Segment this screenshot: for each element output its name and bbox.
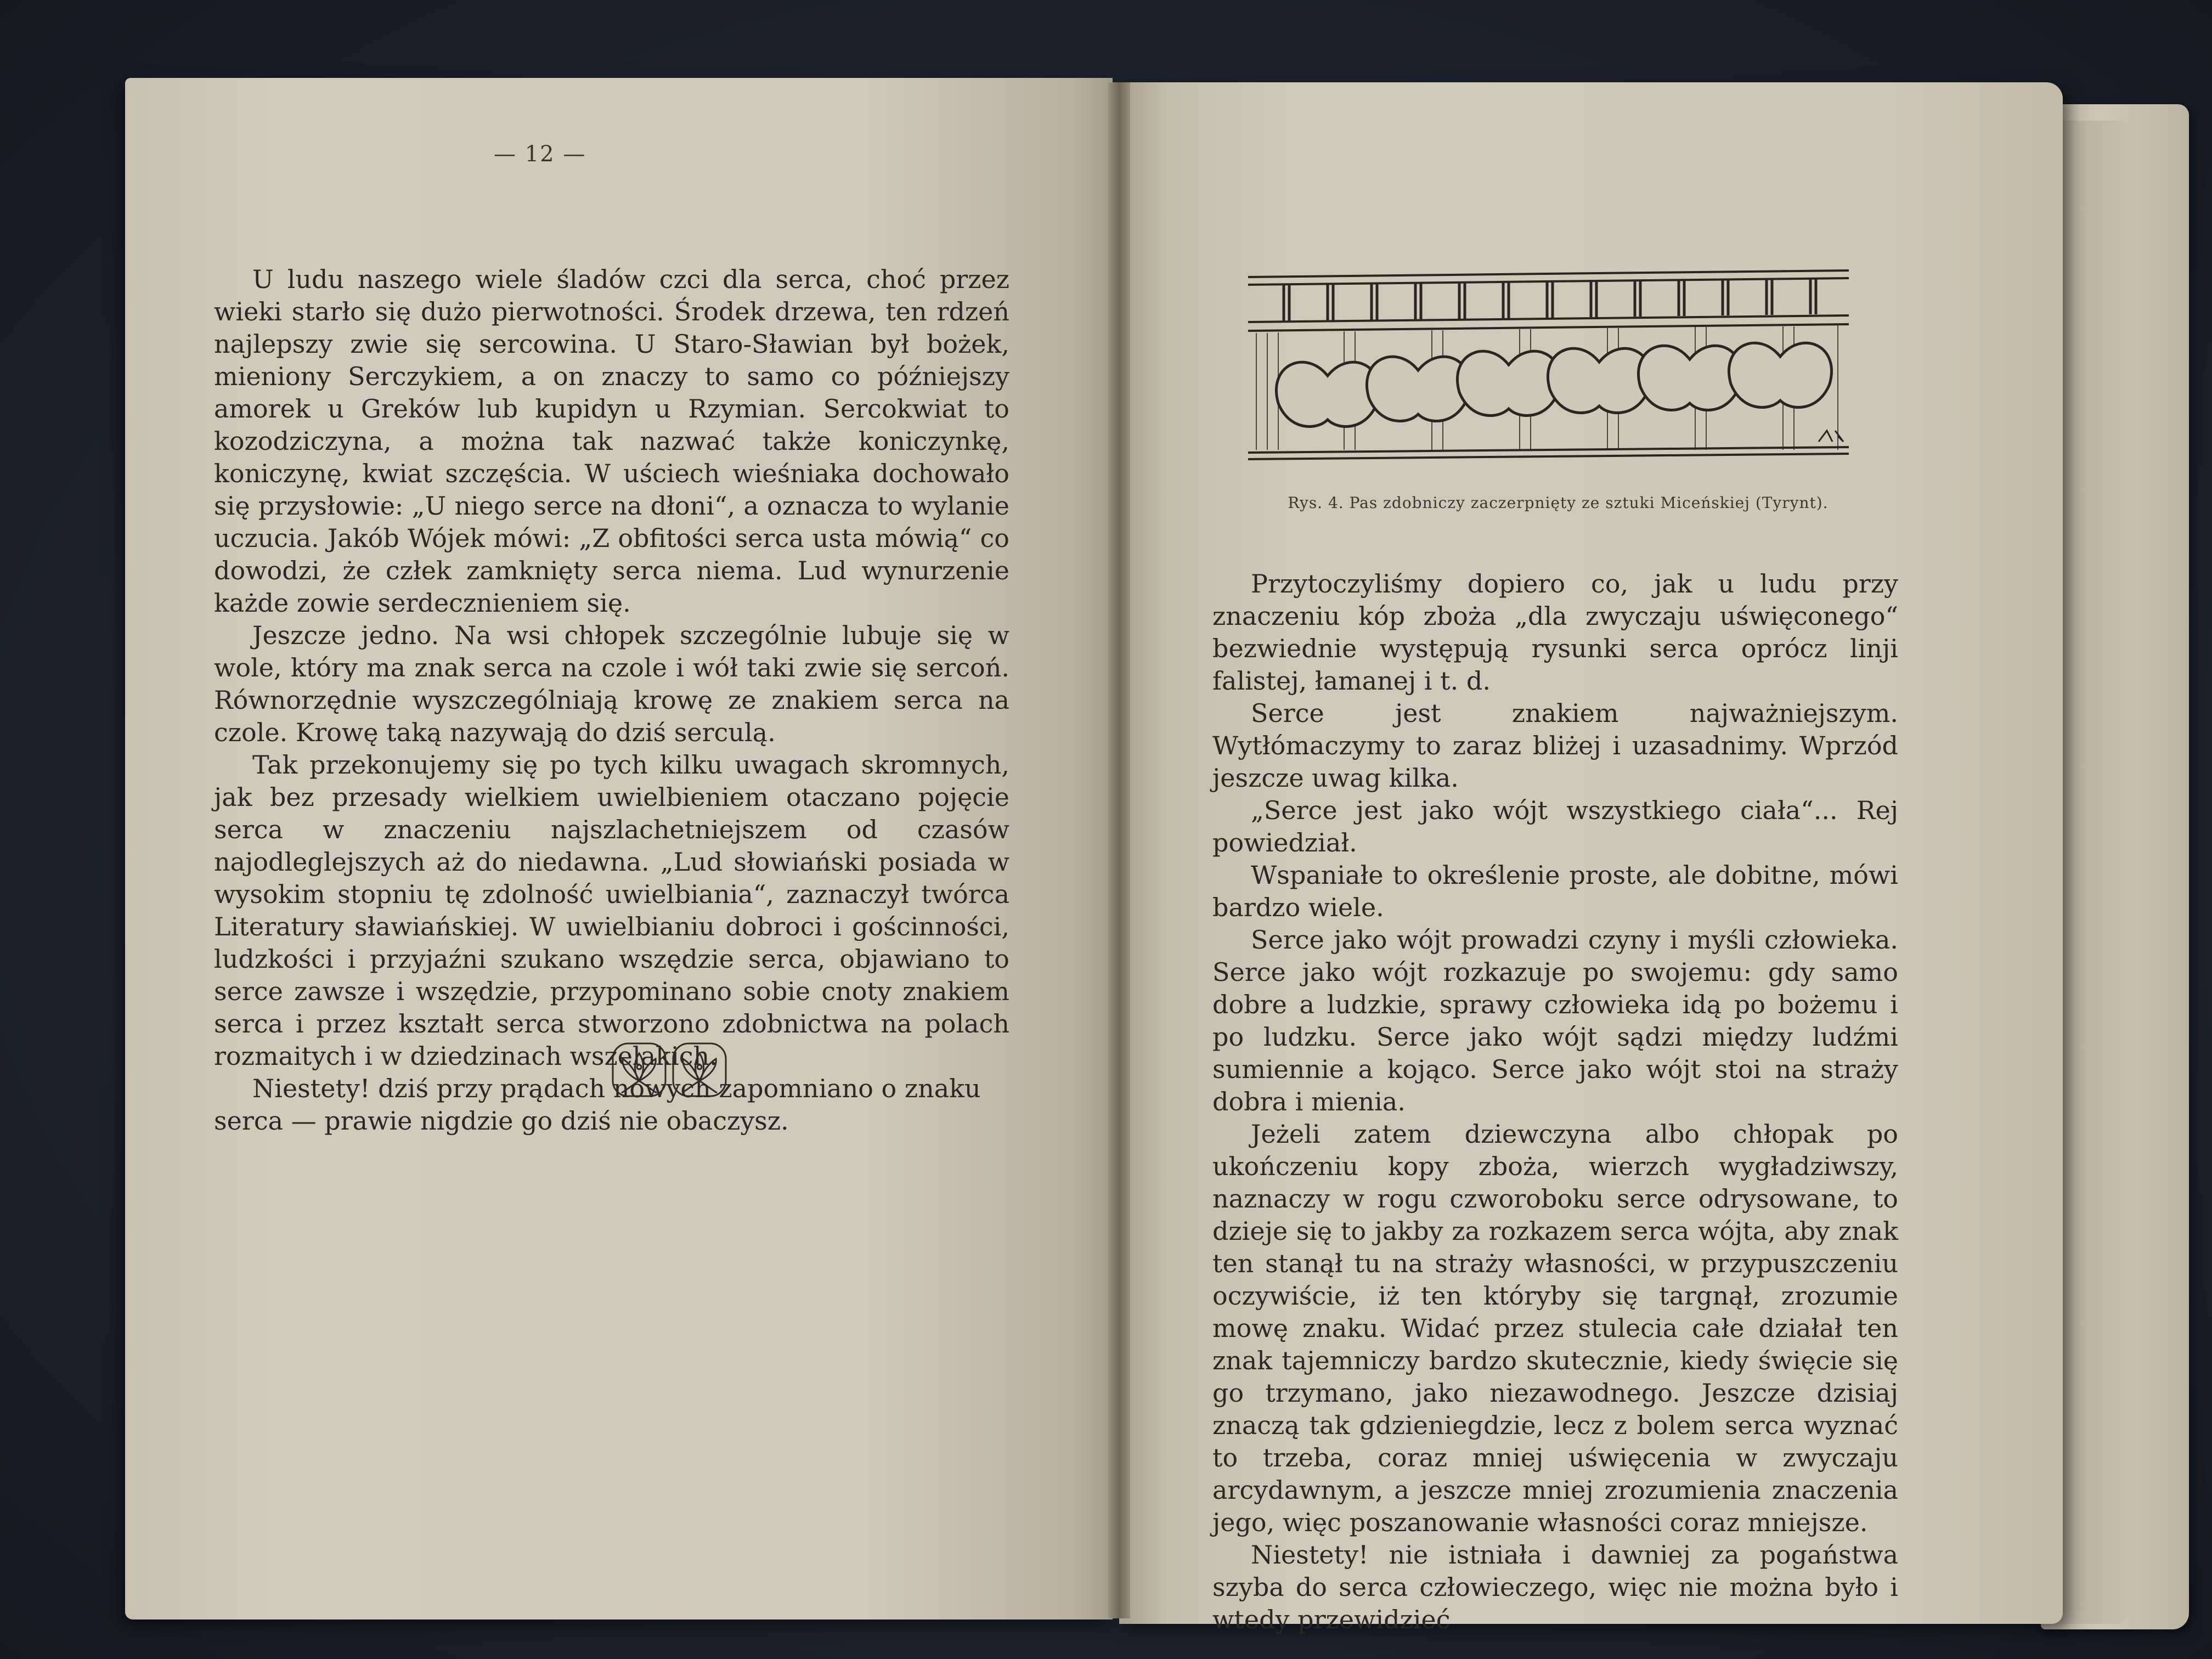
paragraph: „Serce jest jako wójt wszystkiego ciała“... Rej powiedział. — [1212, 795, 1898, 857]
figure-caption: Rys. 4. Pas zdobniczy zaczerpnięty ze sztuki Miceńskiej (Tyrynt). — [1288, 494, 1829, 512]
paragraph: Serce jako wójt prowadzi czyny i myśli człowieka. Serce jako wójt rozkazuje po swojemu: gdy samo dobre a ludzkie, sprawy człowieka idą po bożemu i po ludzku. Serce jako wójt sądzi między ludźmi sumiennie a kojąco. Serce jako wójt stoi na straży dobra i mienia. — [1212, 925, 1898, 1116]
paragraph: Niestety! nie istniała i dawniej za pogaństwa szyba do serca człowieczego, więc nie można było i wtedy przewidzieć — [1212, 1540, 1898, 1634]
paragraph: Jeszcze jedno. Na wsi chłopek szczególnie lubuje się w wole, który ma znak serca na czole i wół taki zwie się sercoń. Równorzędnie wyszczególniają krowę ze znakiem serca na czole. Krowę taką nazywają do dziś serculą. — [214, 620, 1009, 747]
paragraph: Serce jest znakiem najważniejszym. Wytłómaczymy to zaraz bliżej i uzasadnimy. Wprzód jeszcze uwag kilka. — [1212, 698, 1898, 793]
paragraph: Przytoczyliśmy dopiero co, jak u ludu przy znaczeniu kóp zboża „dla zwyczaju uświęconego“ bezwiednie występują rysunki serca oprócz linji falistej, łamanej i t. d. — [1212, 569, 1898, 696]
lily-ornament-icon — [606, 1040, 732, 1100]
monogram-signature — [1819, 431, 1843, 442]
mycenaean-heart-frieze — [1245, 266, 1852, 466]
left-page-text — [214, 263, 1009, 1137]
paragraph: Jeżeli zatem dziewczyna albo chłopak po ukończeniu kopy zboża, wierzch wygładziwszy, naznaczy w rogu czworoboku serce odrysowane, to dzieje się to jakby za rozkazem serca wójta, aby znak ten stanął tu na straży własności, w przypuszczeniu oczywiście, iż ten któryby się targnął, zrozumie mowę znaku. Widać przez stulecia całe działał ten znak tajemniczy bardzo skutecznie, kiedy święcie się go trzymano, jako niezawodnego. Jeszcze dzisiaj znaczą tak gdzieniegdzie, lecz z bolem serca wyznać to trzeba, coraz mniej uświęcenia w zwyczaju arcydawnym, a jeszcze mniej zrozumienia znaczenia jego, więc poszanowanie własności coraz mniejsze. — [1212, 1119, 1898, 1537]
right-page-text — [1212, 568, 1898, 1636]
paragraph: Tak przekonujemy się po tych kilku uwagach skromnych, jak bez przesady wielkiem uwielbieniem otaczano pojęcie serca w znaczeniu najszlachetniejszem od czasów najodleglejszych aż do niedawna. „Lud słowiański posiada w wysokim stopniu tę zdolność uwielbiania“, zaznaczył twórca Literatury sławiańskiej. W uwielbianiu dobroci i gościnności, ludzkości i przyjaźni szukano wszędzie serca, objawiano to serce zawsze i wszędzie, przypominano sobie cnoty znakiem serca i przez kształt serca stworzono zdobnictwa na polach rozmaitych i w dziedzinach wszelakich. — [214, 750, 1009, 1071]
book-gutter — [1108, 82, 1130, 1618]
paragraph: Wspaniałe to określenie proste, ale dobitne, mówi bardzo wiele. — [1212, 860, 1898, 922]
paragraph: Niestety! dziś przy prądach nowych zapomniano o znaku serca — prawie nigdzie go dziś nie obaczysz. — [214, 1074, 981, 1136]
paragraph: U ludu naszego wiele śladów czci dla serca, choć przez wieki starło się dużo pierwotności. Środek drzewa, ten rdzeń najlepszy zwie się sercowina. U Staro-Sławian był bożek, mieniony Serczykiem, a on znaczy to samo co późniejszy amorek u Greków lub kupidyn u Rzymian. Sercokwiat to kozodziczyna, a można tak nazwać także koniczynkę, koniczynę, kwiat szczęścia. W uściech wieśniaka dochowało się przysłowie: „U niego serce na dłoni“, a oznacza to wylanie uczucia. Jakób Wójek mówi: „Z obfitości serca usta mówią“ co dowodzi, że człek zamknięty serca niema. Lud wynurzenie każde zowie serdecznieniem się. — [214, 264, 1009, 618]
page-number: — 12 — — [494, 142, 586, 167]
